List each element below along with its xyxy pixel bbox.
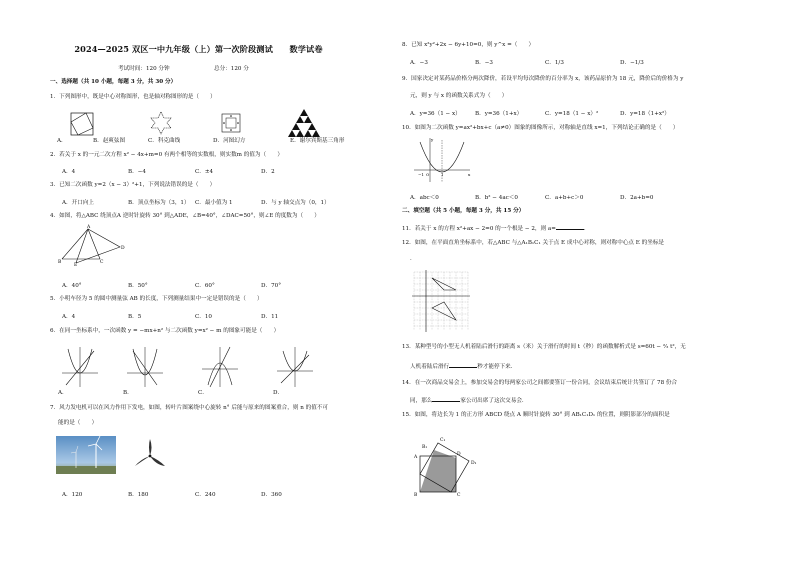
question-7-line2: 能的是（ ）: [58, 420, 98, 426]
q5-option-b: B．5: [128, 314, 142, 320]
q4-option-b: B．50°: [128, 283, 148, 289]
question-2: 2．若关于 x 的一元二次方程 x² − 4x+m=0 有两个相等的实数根，则实数m 的值为（ ）: [50, 152, 283, 158]
question-11-text: 11．若关于 x 的方程 x²+ax − 2=0 的一个根是 − 2，则 a=: [402, 226, 556, 232]
q6-option-a: A．: [58, 390, 68, 396]
q9-option-d: D．y=18（1+x²）: [620, 111, 670, 117]
q4-label-a: A: [87, 225, 91, 230]
q1-option-c: C．科克曲线: [148, 138, 181, 144]
q10-option-d: D．2a+b=0: [620, 195, 654, 201]
section-choice: 一、选择题（共 10 小题，每题 3 分，共 30 分）: [50, 79, 177, 85]
question-10: 10．如图为二次函数 y=ax²+bx+c（a≠0）图象的图像所示，对称轴是直线 x=1，下列结论正确的是（ ）: [402, 125, 679, 131]
q3-option-d: D．与 y 轴交点为（0，1）: [261, 200, 330, 206]
question-1: 1．下列图形中，既是中心对称图形，也是轴对称图形的是（ ）: [50, 94, 216, 100]
q3-option-c: C．最小值为 1: [195, 200, 233, 206]
q4-figure: [58, 225, 128, 268]
q6-option-d: D．: [273, 390, 284, 396]
q10-label-origin: O: [426, 172, 430, 177]
q10-label-y: y: [431, 137, 434, 142]
q4-option-a: A．40°: [62, 283, 82, 289]
question-8: 8．已知 x²y²+2x − 6y+10=0，则 y^x =（ ）: [402, 42, 535, 48]
q3-option-a: A．开口向上: [62, 200, 95, 206]
wind-turbine-photo: [56, 436, 116, 474]
question-9-line1: 9．国家决定对某药品价格分两次降价，若设平均每次降价的百分率为 x，该药品原价为 18 元，降价后的价格为 y: [402, 76, 684, 82]
question-12-line2: ．: [410, 256, 416, 262]
question-14-line1: 14．在一次商品交易会上，参加交易会的每两家公司之间都要签订一份合同，会议结束后统计共签订了 78 份合: [402, 380, 678, 386]
q2-option-b: B．−4: [128, 169, 146, 175]
question-12-line1: 12．如图，在平面直角坐标系中，若△ABC 与△A₁B₁C₁ 关于点 E 成中心对称，则对称中心点 E 的坐标是: [402, 240, 665, 246]
q15-rotated-square-figure: [412, 436, 482, 502]
question-6: 6．在同一坐标系中，一次函数 y = −mx+n² 与二次函数 y=x² − m 的图象可能是（ ）: [50, 328, 280, 334]
q4-option-d: D．70°: [261, 283, 281, 289]
q10-parabola-figure: [412, 136, 472, 184]
q1-figure-d: [220, 112, 242, 134]
question-14-line2: [410, 396, 528, 405]
q15-label-d: D: [457, 452, 461, 457]
exam-time: 考试时间：120 分钟: [118, 66, 170, 72]
q2-option-c: C．±4: [195, 169, 214, 175]
question-13-text: 人机着陆后滑行: [410, 364, 450, 370]
question-14-tail: 家公司出席了这次交易会．: [460, 398, 528, 404]
q1-option-a: A．: [57, 138, 67, 144]
q8-option-b: B．−3: [475, 60, 493, 66]
q15-label-b: B: [414, 493, 418, 498]
q5-option-d: D．11: [261, 314, 279, 320]
q10-option-b: B．b² − 4ac＜0: [475, 195, 518, 201]
q4-option-c: C．60°: [195, 283, 215, 289]
q10-label-minus-one: −1: [418, 172, 424, 177]
q1-option-b: B．赵爽弦图: [93, 138, 126, 144]
exam-score: 总分：120 分: [214, 66, 249, 72]
question-9-line2: 元，则 y 与 x 的函数关系式为（ ）: [410, 93, 508, 99]
q7-option-b: B．180: [128, 492, 149, 498]
question-15: 15．如图，将边长为 1 的正方形 ABCD 绕点 A 顺时针旋转 30° 到 AB₁C₁D₁ 的位置，则阴影部分的面积是: [402, 412, 670, 418]
q1-option-e: E．谢尔宾斯基三角形: [290, 138, 345, 144]
q5-option-a: A．4: [62, 314, 76, 320]
q1-figure-e: [287, 108, 321, 138]
q9-option-a: A．y=36（1 − x）: [410, 111, 461, 117]
q1-figure-c: [148, 110, 174, 136]
q4-label-e: E: [74, 263, 78, 268]
question-7-line1: 7．风力发电机可以在风力作用下发电，如图，转叶片图案绕中心旋转 n° 后能与原来的图案重合，则 n 的值不可: [50, 405, 328, 411]
q8-option-c: C．1/3: [545, 60, 564, 66]
question-13-tail: 秒才能停下来．: [477, 364, 517, 370]
q3-option-b: B．顶点坐标为（3，1）: [128, 200, 190, 206]
q14-answer-blank[interactable]: [432, 396, 460, 402]
q6-option-c: C．: [198, 390, 208, 396]
question-13-line1: 13．某种型号的小型无人机着陆后滑行的距离 s（米）关于滑行的时间 t（秒）的函数解析式是 s=60t − ²⁄₃ t²，无: [402, 344, 686, 350]
q15-label-a: A: [414, 455, 418, 460]
q4-label-b: B: [58, 260, 62, 265]
question-5: 5．小明车径为 5 的圆中测量弦 AB 的长度，下列测量结果中一定是错误的是（ ）: [50, 296, 263, 302]
q10-option-c: C．a+b+c＞0: [545, 195, 584, 201]
q4-label-c: C: [100, 260, 104, 265]
q12-grid-figure: [410, 268, 472, 334]
q13-answer-blank[interactable]: [449, 362, 477, 368]
q11-answer-blank[interactable]: [556, 224, 584, 230]
q9-option-c: C．y=18（1 − x）²: [545, 111, 599, 117]
q4-label-d: D: [121, 246, 125, 251]
q6-graph-c: [200, 345, 240, 389]
q15-label-b1: B₁: [422, 445, 428, 450]
q6-option-b: B．: [123, 390, 133, 396]
q8-option-d: D．−1/3: [620, 60, 644, 66]
q7-option-d: D．360: [261, 492, 282, 498]
q9-option-b: B．y=36（1+x）: [475, 111, 523, 117]
q6-graph-b: [125, 345, 165, 389]
question-11: 11．若关于 x 的方程 x²+ax − 2=0 的一个根是 − 2，则 a= ．: [402, 226, 590, 232]
q2-option-a: A．4: [62, 169, 76, 175]
q6-graph-a: [60, 345, 100, 389]
q10-option-a: A．abc＜0: [410, 195, 439, 201]
q10-label-one: 1: [441, 172, 444, 177]
q15-label-c1: C₁: [440, 438, 446, 443]
q5-option-c: C．10: [195, 314, 212, 320]
q7-option-c: C．240: [195, 492, 216, 498]
section-fill: 二、填空题（共 5 小题，每题 3 分，共 15 分）: [402, 208, 525, 214]
q2-option-d: D．2: [261, 169, 275, 175]
page-title: 2024—2025 双区一中九年级（上）第一次阶段测试 数学试卷: [74, 44, 323, 54]
turbine-blade-figure: [130, 438, 170, 474]
q15-label-d1: D₁: [471, 461, 477, 466]
q10-label-x: x: [468, 172, 471, 177]
q6-graph-d: [275, 345, 315, 389]
q8-option-a: A．−3: [410, 60, 428, 66]
question-14-text: 同，那么: [410, 398, 433, 404]
q1-option-d: D．河图幻方: [213, 138, 246, 144]
question-3: 3．已知二次函数 y=2（x − 3）²+1，下列说法错误的是（ ）: [50, 182, 216, 188]
question-13-line2: [410, 362, 516, 371]
question-4: 4．如图，将△ABC 绕顶点A 逆时针旋转 30° 到△ADE，∠B=40°，∠DAC=50°，则∠E 的度数为（ ）: [50, 213, 320, 219]
q7-option-a: A．120: [62, 492, 83, 498]
q15-label-c: C: [457, 493, 461, 498]
